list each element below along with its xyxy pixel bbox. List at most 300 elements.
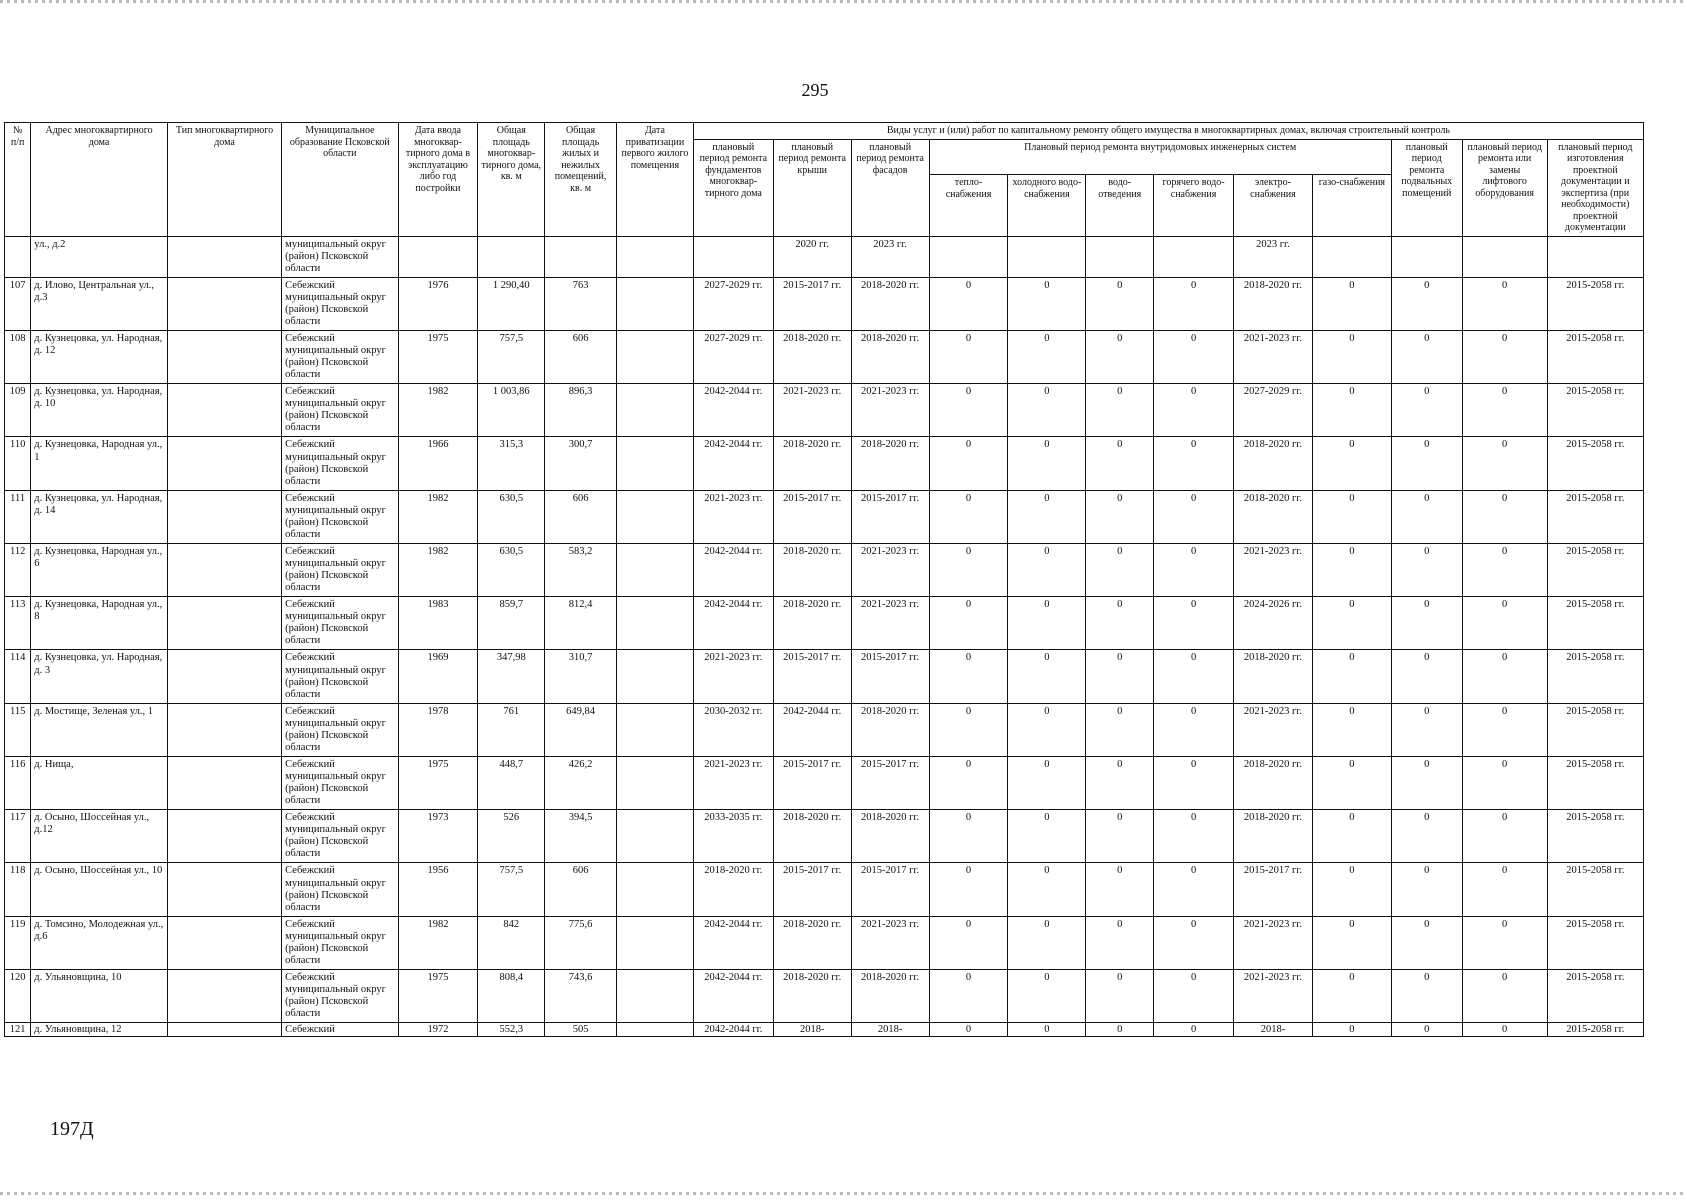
page-number: 295 — [801, 80, 829, 100]
cell-living-area: 606 — [545, 330, 617, 383]
table-row — [5, 597, 1644, 650]
cell-year: 1982 — [398, 490, 478, 543]
cell-roof: 2020 гг. — [773, 236, 851, 277]
cell-elevator: 0 — [1462, 703, 1547, 756]
scan-edge-bottom — [0, 1192, 1686, 1195]
cell-sewage: 0 — [1086, 810, 1154, 863]
cell-cold-water: 0 — [1008, 437, 1086, 490]
cell-cold-water: 0 — [1008, 330, 1086, 383]
cell-heating: 0 — [929, 437, 1008, 490]
cell-type — [167, 703, 281, 756]
cell-heating: 0 — [929, 330, 1008, 383]
cell-facade: 2021-2023 гг. — [851, 543, 929, 596]
cell-hot-water: 0 — [1154, 277, 1234, 330]
table-row — [5, 703, 1644, 756]
cell-address: д. Кузнецовка, Народная ул., 1 — [31, 437, 168, 490]
cell-foundation: 2042-2044 гг. — [693, 437, 773, 490]
cell-cold-water: 0 — [1008, 384, 1086, 437]
cell-facade: 2021-2023 гг. — [851, 916, 929, 969]
cell-no: 113 — [5, 597, 31, 650]
cell-cold-water: 0 — [1008, 490, 1086, 543]
cell-electric: 2021-2023 гг. — [1234, 969, 1313, 1022]
cell-living-area: 649,84 — [545, 703, 617, 756]
cell-address: д. Нища, — [31, 756, 168, 809]
cell-heating: 0 — [929, 703, 1008, 756]
cell-municipality: Себежский муниципальный округ (район) Псковской области — [282, 437, 398, 490]
cell-living-area: 300,7 — [545, 437, 617, 490]
cell-cold-water: 0 — [1008, 703, 1086, 756]
cell-elevator: 0 — [1462, 437, 1547, 490]
cell-facade: 2023 гг. — [851, 236, 929, 277]
cell-privatization — [616, 490, 693, 543]
cell-address: д. Кузнецовка, Народная ул., 6 — [31, 543, 168, 596]
table-row — [5, 756, 1644, 809]
footer-code: 197Д — [50, 1118, 94, 1140]
table-row — [5, 810, 1644, 863]
cell-elevator: 0 — [1462, 863, 1547, 916]
cell-hot-water: 0 — [1154, 650, 1234, 703]
cell-privatization — [616, 277, 693, 330]
cell-elevator: 0 — [1462, 543, 1547, 596]
cell-sewage: 0 — [1086, 916, 1154, 969]
cell-roof: 2018-2020 гг. — [773, 810, 851, 863]
cell-electric: 2018-2020 гг. — [1234, 437, 1313, 490]
col-header-hot-water: горячего водо-снабжения — [1154, 175, 1234, 236]
cell-hot-water: 0 — [1154, 863, 1234, 916]
cell-living-area: 812,4 — [545, 597, 617, 650]
cell-sewage: 0 — [1086, 650, 1154, 703]
cell-address: д. Ульяновщина, 10 — [31, 969, 168, 1022]
cell-privatization — [616, 384, 693, 437]
cell-foundation: 2042-2044 гг. — [693, 1023, 773, 1037]
cell-roof: 2018-2020 гг. — [773, 916, 851, 969]
cell-total-area: 630,5 — [478, 543, 545, 596]
cell-gas: 0 — [1312, 703, 1391, 756]
cell-year: 1982 — [398, 916, 478, 969]
col-header-total-area: Общая площадь многоквар-тирного дома, кв. м — [478, 123, 545, 237]
cell-facade: 2018- — [851, 1023, 929, 1037]
cell-total-area: 842 — [478, 916, 545, 969]
cell-basement: 0 — [1391, 597, 1462, 650]
cell-basement: 0 — [1391, 756, 1462, 809]
col-header-basement: плановый период ремонта подвальных помещений — [1391, 139, 1462, 236]
cell-design-docs: 2015-2058 гг. — [1547, 277, 1643, 330]
cell-total-area: 808,4 — [478, 969, 545, 1022]
cell-facade: 2018-2020 гг. — [851, 969, 929, 1022]
cell-privatization — [616, 597, 693, 650]
cell-heating: 0 — [929, 969, 1008, 1022]
cell-design-docs: 2015-2058 гг. — [1547, 490, 1643, 543]
cell-roof: 2018-2020 гг. — [773, 437, 851, 490]
cell-design-docs: 2015-2058 гг. — [1547, 1023, 1643, 1037]
cell-elevator: 0 — [1462, 597, 1547, 650]
cell-sewage: 0 — [1086, 1023, 1154, 1037]
cell-year: 1975 — [398, 969, 478, 1022]
cell-no: 116 — [5, 756, 31, 809]
cell-heating: 0 — [929, 490, 1008, 543]
cell-type — [167, 916, 281, 969]
cell-total-area — [478, 236, 545, 277]
cell-address: ул., д.2 — [31, 236, 168, 277]
col-header-facade: плановый период ремонта фасадов — [851, 139, 929, 236]
cell-privatization — [616, 969, 693, 1022]
cell-sewage: 0 — [1086, 384, 1154, 437]
cell-basement: 0 — [1391, 384, 1462, 437]
cell-municipality: Себежский муниципальный округ (район) Псковской области — [282, 490, 398, 543]
col-header-no: № п/п — [5, 123, 31, 237]
cell-no — [5, 236, 31, 277]
cell-roof: 2042-2044 гг. — [773, 703, 851, 756]
table-row — [5, 437, 1644, 490]
cell-type — [167, 756, 281, 809]
cell-cold-water: 0 — [1008, 543, 1086, 596]
cell-basement: 0 — [1391, 437, 1462, 490]
cell-cold-water: 0 — [1008, 810, 1086, 863]
cell-basement: 0 — [1391, 1023, 1462, 1037]
cell-no: 111 — [5, 490, 31, 543]
cell-design-docs: 2015-2058 гг. — [1547, 543, 1643, 596]
cell-hot-water: 0 — [1154, 703, 1234, 756]
cell-design-docs: 2015-2058 гг. — [1547, 384, 1643, 437]
cell-hot-water — [1154, 236, 1234, 277]
cell-roof: 2015-2017 гг. — [773, 490, 851, 543]
cell-no: 109 — [5, 384, 31, 437]
cell-heating: 0 — [929, 384, 1008, 437]
cell-gas: 0 — [1312, 330, 1391, 383]
cell-gas: 0 — [1312, 650, 1391, 703]
table-row — [5, 863, 1644, 916]
cell-hot-water: 0 — [1154, 543, 1234, 596]
cell-design-docs: 2015-2058 гг. — [1547, 810, 1643, 863]
cell-total-area: 757,5 — [478, 330, 545, 383]
cell-roof: 2018-2020 гг. — [773, 597, 851, 650]
cell-electric: 2023 гг. — [1234, 236, 1313, 277]
table-row — [5, 543, 1644, 596]
cell-elevator: 0 — [1462, 810, 1547, 863]
cell-gas: 0 — [1312, 969, 1391, 1022]
cell-foundation — [693, 236, 773, 277]
cell-address: д. Осыно, Шоссейная ул., д.12 — [31, 810, 168, 863]
col-header-elevator: плановый период ремонта или замены лифтового оборудования — [1462, 139, 1547, 236]
cell-electric: 2018-2020 гг. — [1234, 756, 1313, 809]
cell-living-area: 606 — [545, 490, 617, 543]
cell-type — [167, 490, 281, 543]
table-row — [5, 330, 1644, 383]
cell-facade: 2018-2020 гг. — [851, 277, 929, 330]
cell-living-area: 743,6 — [545, 969, 617, 1022]
cell-no: 121 — [5, 1023, 31, 1037]
cell-roof: 2021-2023 гг. — [773, 384, 851, 437]
cell-address: д. Кузнецовка, Народная ул., 8 — [31, 597, 168, 650]
cell-design-docs: 2015-2058 гг. — [1547, 916, 1643, 969]
cell-no: 115 — [5, 703, 31, 756]
col-header-municipality: Муниципальное образование Псковской области — [282, 123, 398, 237]
cell-year: 1973 — [398, 810, 478, 863]
cell-total-area: 526 — [478, 810, 545, 863]
cell-facade: 2018-2020 гг. — [851, 810, 929, 863]
cell-privatization — [616, 810, 693, 863]
cell-electric: 2027-2029 гг. — [1234, 384, 1313, 437]
cell-type — [167, 650, 281, 703]
cell-foundation: 2042-2044 гг. — [693, 543, 773, 596]
cell-gas: 0 — [1312, 756, 1391, 809]
cell-facade: 2021-2023 гг. — [851, 384, 929, 437]
cell-elevator: 0 — [1462, 969, 1547, 1022]
cell-facade: 2018-2020 гг. — [851, 437, 929, 490]
cell-address: д. Кузнецовка, ул. Народная, д. 3 — [31, 650, 168, 703]
cell-gas: 0 — [1312, 543, 1391, 596]
col-header-foundation: плановый период ремонта фундаментов многоквар-тирного дома — [693, 139, 773, 236]
cell-heating: 0 — [929, 543, 1008, 596]
cell-living-area: 606 — [545, 863, 617, 916]
cell-electric: 2021-2023 гг. — [1234, 916, 1313, 969]
cell-hot-water: 0 — [1154, 1023, 1234, 1037]
cell-type — [167, 863, 281, 916]
cell-elevator: 0 — [1462, 756, 1547, 809]
cell-foundation: 2021-2023 гг. — [693, 490, 773, 543]
cell-heating: 0 — [929, 756, 1008, 809]
cell-gas: 0 — [1312, 916, 1391, 969]
cell-foundation: 2027-2029 гг. — [693, 330, 773, 383]
cell-gas: 0 — [1312, 863, 1391, 916]
cell-year: 1969 — [398, 650, 478, 703]
cell-type — [167, 543, 281, 596]
cell-design-docs: 2015-2058 гг. — [1547, 969, 1643, 1022]
cell-roof: 2015-2017 гг. — [773, 650, 851, 703]
cell-hot-water: 0 — [1154, 916, 1234, 969]
cell-address: д. Мостище, Зеленая ул., 1 — [31, 703, 168, 756]
cell-privatization — [616, 543, 693, 596]
table-row — [5, 916, 1644, 969]
cell-hot-water: 0 — [1154, 756, 1234, 809]
cell-facade: 2018-2020 гг. — [851, 703, 929, 756]
cell-no: 114 — [5, 650, 31, 703]
cell-total-area: 1 290,40 — [478, 277, 545, 330]
cell-municipality: Себежский муниципальный округ (район) Псковской области — [282, 650, 398, 703]
cell-electric: 2018-2020 гг. — [1234, 277, 1313, 330]
cell-cold-water: 0 — [1008, 916, 1086, 969]
cell-basement: 0 — [1391, 543, 1462, 596]
cell-address: д. Осыно, Шоссейная ул., 10 — [31, 863, 168, 916]
cell-privatization — [616, 756, 693, 809]
table-row — [5, 1023, 1644, 1037]
cell-no: 108 — [5, 330, 31, 383]
cell-address: д. Илово, Центральная ул., д.3 — [31, 277, 168, 330]
cell-roof: 2015-2017 гг. — [773, 277, 851, 330]
cell-sewage: 0 — [1086, 703, 1154, 756]
cell-elevator: 0 — [1462, 277, 1547, 330]
cell-foundation: 2042-2044 гг. — [693, 384, 773, 437]
continuation-row — [5, 236, 1644, 277]
col-group-engineering-systems: Плановый период ремонта внутридомовых инженерных систем — [929, 139, 1391, 175]
col-header-cold-water: холодного водо-снабжения — [1008, 175, 1086, 236]
cell-elevator: 0 — [1462, 490, 1547, 543]
cell-foundation: 2033-2035 гг. — [693, 810, 773, 863]
cell-total-area: 347,98 — [478, 650, 545, 703]
cell-privatization — [616, 330, 693, 383]
table-row — [5, 650, 1644, 703]
cell-municipality: муниципальный округ (район) Псковской области — [282, 236, 398, 277]
cell-gas — [1312, 236, 1391, 277]
cell-living-area: 426,2 — [545, 756, 617, 809]
cell-municipality: Себежский муниципальный округ (район) Псковской области — [282, 863, 398, 916]
cell-design-docs — [1547, 236, 1643, 277]
cell-sewage: 0 — [1086, 277, 1154, 330]
cell-privatization — [616, 236, 693, 277]
col-header-gas: газо-снабжения — [1312, 175, 1391, 236]
cell-hot-water: 0 — [1154, 490, 1234, 543]
col-header-sewage: водо-отведения — [1086, 175, 1154, 236]
cell-hot-water: 0 — [1154, 384, 1234, 437]
cell-electric: 2018-2020 гг. — [1234, 650, 1313, 703]
col-header-electric: электро-снабжения — [1234, 175, 1313, 236]
cell-foundation: 2027-2029 гг. — [693, 277, 773, 330]
cell-roof: 2018- — [773, 1023, 851, 1037]
repair-registry-table — [4, 122, 1644, 1037]
cell-basement: 0 — [1391, 277, 1462, 330]
cell-basement: 0 — [1391, 810, 1462, 863]
cell-address: д. Томсино, Молодежная ул., д.6 — [31, 916, 168, 969]
cell-elevator: 0 — [1462, 1023, 1547, 1037]
cell-electric: 2024-2026 гг. — [1234, 597, 1313, 650]
cell-year: 1978 — [398, 703, 478, 756]
cell-sewage: 0 — [1086, 330, 1154, 383]
cell-foundation: 2042-2044 гг. — [693, 969, 773, 1022]
cell-roof: 2018-2020 гг. — [773, 543, 851, 596]
table-row — [5, 384, 1644, 437]
cell-electric: 2018-2020 гг. — [1234, 810, 1313, 863]
cell-privatization — [616, 703, 693, 756]
cell-heating: 0 — [929, 916, 1008, 969]
cell-heating: 0 — [929, 810, 1008, 863]
cell-sewage: 0 — [1086, 756, 1154, 809]
cell-cold-water: 0 — [1008, 863, 1086, 916]
cell-no: 120 — [5, 969, 31, 1022]
col-header-living-area: Общая площадь жилых и нежилых помещений, кв. м — [545, 123, 617, 237]
cell-living-area: 394,5 — [545, 810, 617, 863]
cell-electric: 2021-2023 гг. — [1234, 703, 1313, 756]
cell-year — [398, 236, 478, 277]
cell-roof: 2018-2020 гг. — [773, 330, 851, 383]
cell-year: 1975 — [398, 756, 478, 809]
cell-basement: 0 — [1391, 330, 1462, 383]
cell-living-area: 763 — [545, 277, 617, 330]
cell-design-docs: 2015-2058 гг. — [1547, 703, 1643, 756]
cell-living-area: 505 — [545, 1023, 617, 1037]
cell-gas: 0 — [1312, 810, 1391, 863]
scan-edge-top — [0, 0, 1686, 3]
cell-type — [167, 437, 281, 490]
cell-municipality: Себежский муниципальный округ (район) Псковской области — [282, 703, 398, 756]
cell-year: 1976 — [398, 277, 478, 330]
cell-municipality: Себежский муниципальный округ (район) Псковской области — [282, 543, 398, 596]
cell-foundation: 2042-2044 гг. — [693, 916, 773, 969]
cell-gas: 0 — [1312, 1023, 1391, 1037]
cell-municipality: Себежский муниципальный округ (район) Псковской области — [282, 969, 398, 1022]
cell-sewage: 0 — [1086, 437, 1154, 490]
cell-elevator: 0 — [1462, 650, 1547, 703]
cell-type — [167, 810, 281, 863]
cell-no: 110 — [5, 437, 31, 490]
cell-facade: 2018-2020 гг. — [851, 330, 929, 383]
cell-hot-water: 0 — [1154, 969, 1234, 1022]
cell-design-docs: 2015-2058 гг. — [1547, 597, 1643, 650]
cell-type — [167, 277, 281, 330]
cell-electric: 2015-2017 гг. — [1234, 863, 1313, 916]
cell-electric: 2018-2020 гг. — [1234, 490, 1313, 543]
cell-electric: 2021-2023 гг. — [1234, 330, 1313, 383]
cell-design-docs: 2015-2058 гг. — [1547, 650, 1643, 703]
cell-address: д. Кузнецовка, ул. Народная, д. 14 — [31, 490, 168, 543]
cell-heating: 0 — [929, 277, 1008, 330]
cell-municipality: Себежский муниципальный округ (район) Псковской области — [282, 330, 398, 383]
cell-sewage: 0 — [1086, 490, 1154, 543]
cell-total-area: 859,7 — [478, 597, 545, 650]
cell-basement: 0 — [1391, 916, 1462, 969]
header-row-1 — [5, 123, 1644, 140]
cell-year: 1982 — [398, 543, 478, 596]
cell-basement: 0 — [1391, 650, 1462, 703]
cell-facade: 2015-2017 гг. — [851, 490, 929, 543]
cell-roof: 2015-2017 гг. — [773, 863, 851, 916]
cell-municipality: Себежский муниципальный округ (район) Псковской области — [282, 916, 398, 969]
cell-electric: 2018- — [1234, 1023, 1313, 1037]
cell-heating — [929, 236, 1008, 277]
col-header-type: Тип многоквартирного дома — [167, 123, 281, 237]
cell-year: 1982 — [398, 384, 478, 437]
cell-sewage: 0 — [1086, 543, 1154, 596]
cell-sewage — [1086, 236, 1154, 277]
cell-living-area: 775,6 — [545, 916, 617, 969]
cell-facade: 2021-2023 гг. — [851, 597, 929, 650]
cell-living-area: 896,3 — [545, 384, 617, 437]
cell-facade: 2015-2017 гг. — [851, 650, 929, 703]
cell-year: 1975 — [398, 330, 478, 383]
cell-total-area: 448,7 — [478, 756, 545, 809]
cell-cold-water: 0 — [1008, 650, 1086, 703]
cell-total-area: 1 003,86 — [478, 384, 545, 437]
cell-hot-water: 0 — [1154, 810, 1234, 863]
cell-cold-water: 0 — [1008, 277, 1086, 330]
cell-design-docs: 2015-2058 гг. — [1547, 863, 1643, 916]
cell-municipality: Себежский — [282, 1023, 398, 1037]
cell-year: 1966 — [398, 437, 478, 490]
cell-total-area: 315,3 — [478, 437, 545, 490]
cell-foundation: 2030-2032 гг. — [693, 703, 773, 756]
cell-type — [167, 384, 281, 437]
cell-living-area — [545, 236, 617, 277]
cell-total-area: 761 — [478, 703, 545, 756]
cell-municipality: Себежский муниципальный округ (район) Псковской области — [282, 597, 398, 650]
cell-electric: 2021-2023 гг. — [1234, 543, 1313, 596]
cell-heating: 0 — [929, 1023, 1008, 1037]
cell-address: д. Ульяновщина, 12 — [31, 1023, 168, 1037]
col-header-address: Адрес многоквартирного дома — [31, 123, 168, 237]
cell-hot-water: 0 — [1154, 330, 1234, 383]
col-header-design-docs: плановый период изготовления проектной документации и экспертиза (при необходимости) проектной документации — [1547, 139, 1643, 236]
cell-sewage: 0 — [1086, 863, 1154, 916]
cell-privatization — [616, 650, 693, 703]
cell-type — [167, 1023, 281, 1037]
cell-living-area: 583,2 — [545, 543, 617, 596]
cell-sewage: 0 — [1086, 969, 1154, 1022]
cell-cold-water: 0 — [1008, 969, 1086, 1022]
cell-type — [167, 597, 281, 650]
cell-municipality: Себежский муниципальный округ (район) Псковской области — [282, 810, 398, 863]
cell-design-docs: 2015-2058 гг. — [1547, 330, 1643, 383]
cell-privatization — [616, 437, 693, 490]
cell-municipality: Себежский муниципальный округ (район) Псковской области — [282, 756, 398, 809]
